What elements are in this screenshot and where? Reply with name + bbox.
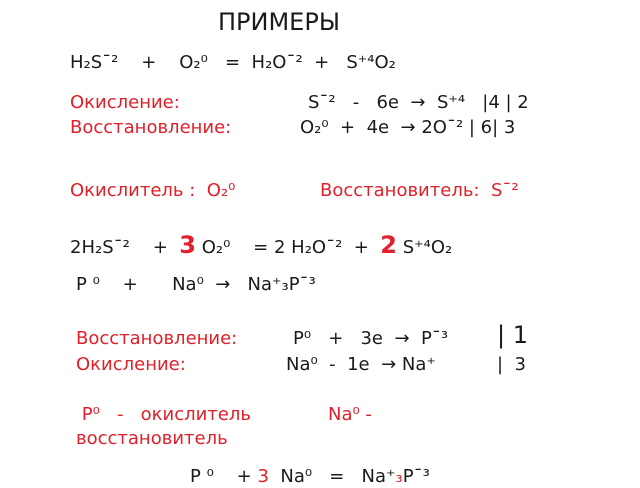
- balanced-equation-1-part2: O₂⁰ = 2 H₂O¯² +: [195, 237, 381, 258]
- equation-2: P ⁰ + Na⁰ → Na⁺₃P¯³: [76, 274, 316, 295]
- equation-1: H₂S¯² + O₂⁰ = H₂O¯² + S⁺⁴O₂: [70, 52, 396, 73]
- oxidation-half-reaction-2: Na⁰ - 1e → Na⁺: [286, 354, 436, 375]
- oxidation-label-1: Окисление:: [70, 92, 180, 113]
- balanced-equation-1-part1: 2H₂S¯² +: [70, 237, 180, 258]
- balanced-equation-1: [70, 231, 453, 259]
- coefficient-2: 2: [380, 231, 397, 259]
- balanced-equation-2-part2: Na⁰ = Na⁺: [268, 466, 396, 487]
- reduction-half-reaction-2: P⁰ + 3e → P¯³: [293, 328, 449, 349]
- oxidation-half-reaction-1: S¯² - 6e → S⁺⁴ |4 | 2: [308, 92, 529, 113]
- reduction-half-reaction-1: O₂⁰ + 4e → 2O¯² | 6| 3: [300, 117, 516, 138]
- balanced-equation-2-part3: P¯³: [402, 466, 430, 487]
- balanced-equation-2: [190, 466, 430, 488]
- oxidizer-line-2: P⁰ - окислитель: [76, 404, 251, 425]
- oxidation-label-2: Окисление:: [76, 354, 186, 375]
- coefficient-3-na: 3: [257, 466, 269, 487]
- slide-title: ПРИМЕРЫ: [218, 8, 340, 36]
- subscript-3: ₃: [395, 466, 403, 487]
- coefficient-3: 3: [179, 231, 196, 259]
- oxidation-ratio-2: | 3: [497, 354, 526, 375]
- reducer-line-2b: восстановитель: [76, 428, 228, 449]
- reduction-ratio-2: | 1: [497, 321, 528, 349]
- balanced-equation-2-part1: P ⁰ +: [190, 466, 258, 487]
- reducer-line-2a: Na⁰ -: [328, 404, 372, 425]
- reducer-line-1: Восстановитель: S¯²: [320, 180, 519, 201]
- reduction-label-2: Восстановление:: [76, 328, 238, 349]
- oxidizer-line-1: Окислитель : O₂⁰: [70, 180, 236, 201]
- reduction-label-1: Восстановление:: [70, 117, 232, 138]
- balanced-equation-1-part3: S⁺⁴O₂: [396, 237, 453, 258]
